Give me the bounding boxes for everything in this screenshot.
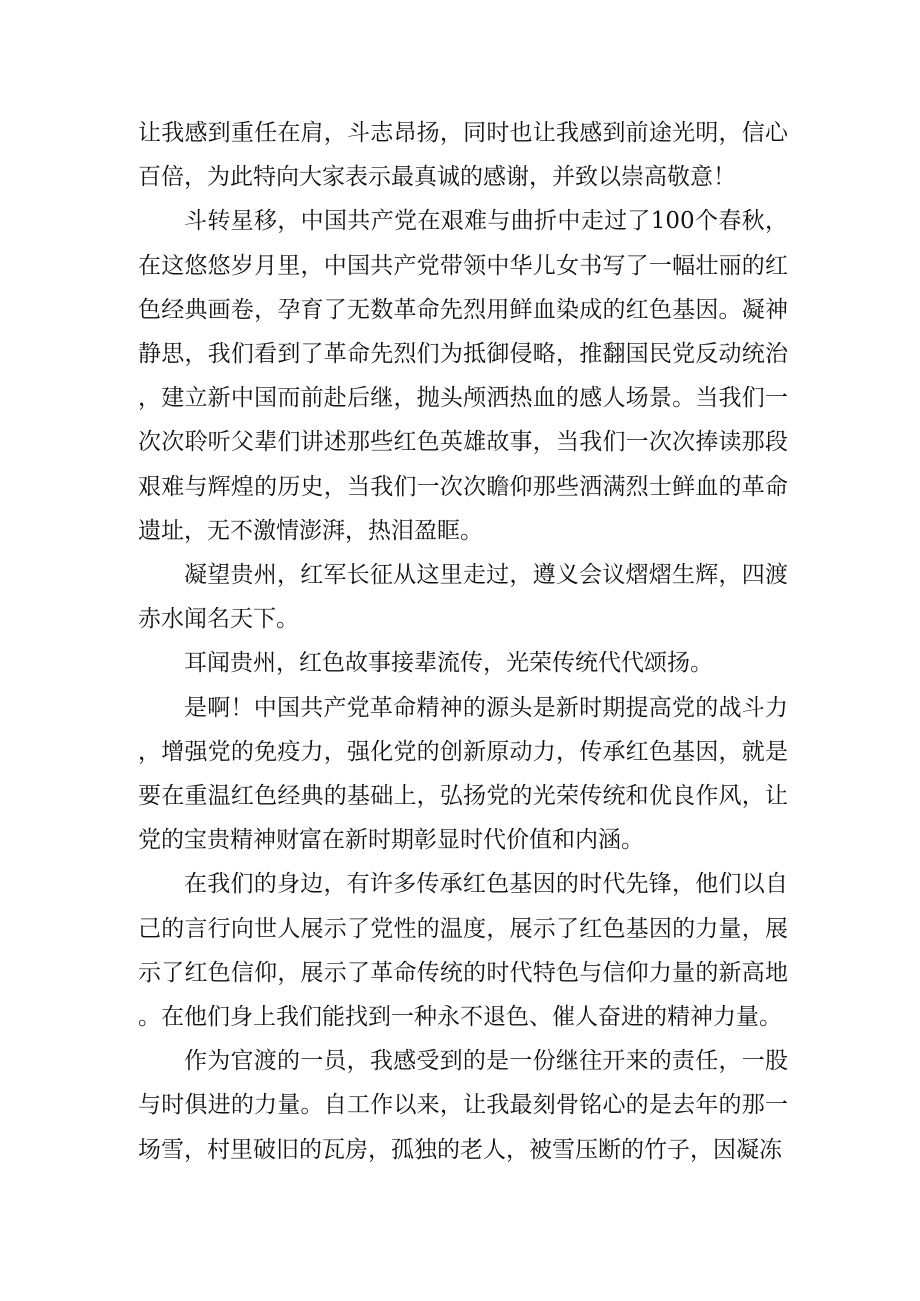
body-text <box>138 111 788 1172</box>
paragraph-5: 是啊！中国共产党革命精神的源头是新时期提高党的战斗力，增强党的免疫力，强化党的创新原动力，传承红色基因，就是要在重温红色经典的基础上，弘扬党的光荣传统和优良作风，让党的宝贵精神财富在新时期彰显时代价值和内涵。 <box>138 694 788 854</box>
paragraph-7: 作为官渡的一员，我感受到的是一份继往开来的责任，一股与时俱进的力量。自工作以来，让我最刻骨铭心的是去年的那一场雪，村里破旧的瓦房，孤独的老人，被雪压断的竹子，因凝冻 <box>138 1048 788 1163</box>
paragraph-1: 让我感到重任在肩，斗志昂扬，同时也让我感到前途光明，信心百倍，为此特向大家表示最真诚的感谢，并致以崇高敬意！ <box>138 120 788 191</box>
paragraph-3: 凝望贵州，红军长征从这里走过，遵义会议熠熠生辉，四渡赤水闻名天下。 <box>138 562 788 633</box>
paragraph-4: 耳闻贵州，红色故事接辈流传，光荣传统代代颂扬。 <box>184 650 713 677</box>
paragraph-6: 在我们的身边，有许多传承红色基因的时代先锋，他们以自己的言行向世人展示了党性的温度，展示了红色基因的力量，展示了红色信仰，展示了革命传统的时代特色与信仰力量的新高地。在他们身上我们能找到一种永不退色、催人奋进的精神力量。 <box>138 871 788 1031</box>
paragraph-2: 斗转星移，中国共产党在艰难与曲折中走过了100个春秋，在这悠悠岁月里，中国共产党带领中华儿女书写了一幅壮丽的红色经典画卷，孕育了无数革命先烈用鲜血染成的红色基因。凝神静思，我们看到了革命先烈们为抵御侵略，推翻国民党反动统治，建立新中国而前赴后继，抛头颅洒热血的感人场景。当我们一次次聆听父辈们讲述那些红色英雄故事，当我们一次次捧读那段艰难与辉煌的历史，当我们一次次瞻仰那些洒满烈士鲜血的革命遗址，无不激情澎湃，热泪盈眶。 <box>138 208 788 544</box>
